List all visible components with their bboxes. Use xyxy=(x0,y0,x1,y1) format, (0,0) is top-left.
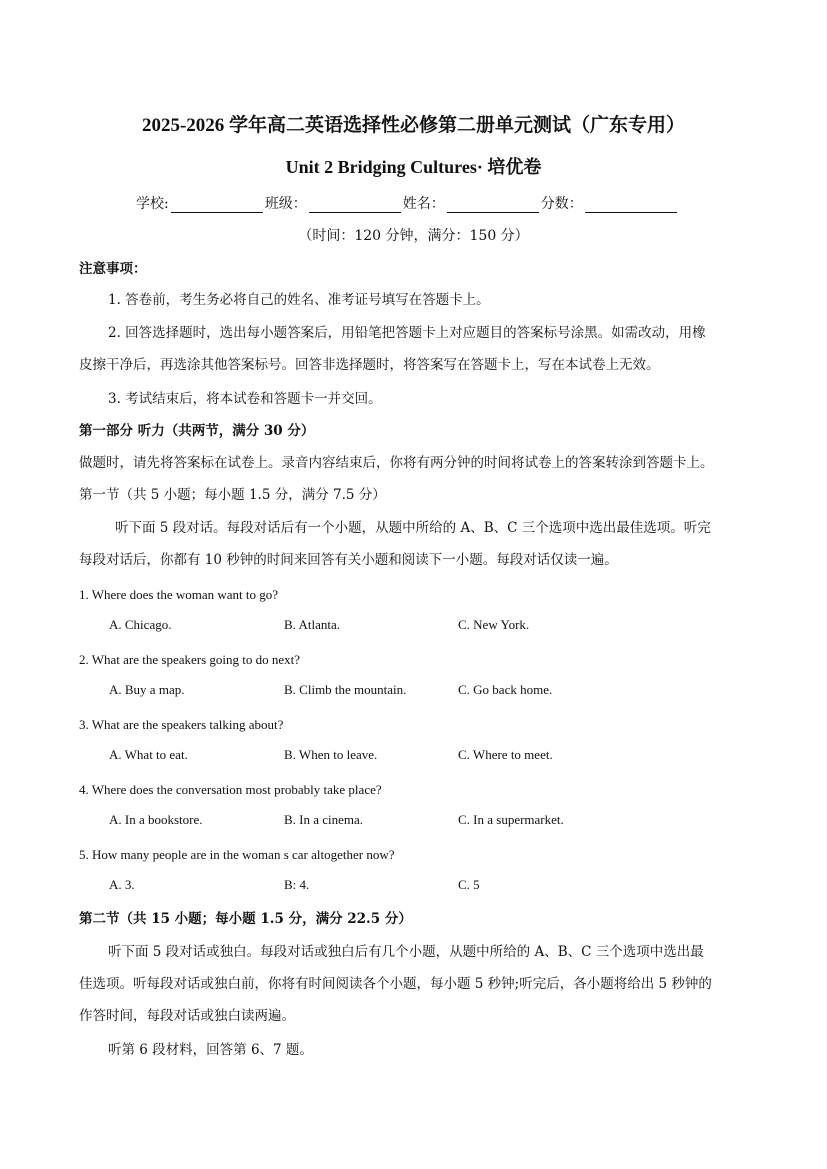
page-title: 2025-2026 学年高二英语选择性必修第二册单元测试（广东专用） xyxy=(141,115,686,136)
question-2: 2. What are the speakers going to do next? xyxy=(79,652,301,667)
section1-heading: 第一节（共 5 小题；每小题 1.5 分，满分 7.5 分） xyxy=(79,487,386,503)
note-item-3: 3. 考试结束后，将本试卷和答题卡一并交回。 xyxy=(108,391,382,407)
option-a: A. Buy a map. xyxy=(109,682,185,697)
class-blank xyxy=(309,196,401,213)
option-c: C. Go back home. xyxy=(458,682,553,697)
time-limit: （时间：120 分钟，满分：150 分） xyxy=(298,228,529,244)
section2-heading: 第二节（共 15 小题；每小题 1.5 分，满分 22.5 分） xyxy=(79,911,412,927)
option-b: B. Atlanta. xyxy=(284,617,340,632)
option-b: B: 4. xyxy=(284,877,310,892)
option-b: B. In a cinema. xyxy=(284,812,364,827)
question-4: 4. Where does the conversation most probably take place? xyxy=(79,782,382,797)
part1-instruction: 做题时，请先将答案标在试卷上。录音内容结束后，你将有两分钟的时间将试卷上的答案转涂到答题卡上。 xyxy=(79,455,714,471)
name-blank xyxy=(447,196,539,213)
notes-heading: 注意事项： xyxy=(79,261,147,277)
option-a: A. 3. xyxy=(109,877,135,892)
option-a: A. What to eat. xyxy=(109,747,188,762)
note-item-2-cont: 皮擦干净后，再选涂其他答案标号。回答非选择题时，将答案写在答题卡上，写在本试卷上无效。 xyxy=(79,357,660,373)
page-subtitle: Unit 2 Bridging Cultures· 培优卷 xyxy=(285,157,542,177)
name-label: 姓名： xyxy=(402,196,445,212)
student-info-form xyxy=(136,193,679,213)
note-item-2: 2. 回答选择题时，选出每小题答案后，用铅笔把答题卡上对应题目的答案标号涂黑。如需改动，用橡 xyxy=(108,325,706,341)
option-b: B. When to leave. xyxy=(284,747,378,762)
school-blank xyxy=(171,196,263,213)
section2-intro: 听下面 5 段对话或独白。每段对话或独白后有几个小题，从题中所给的 A、B、C 三个选项中选出最 xyxy=(108,944,704,960)
class-label: 班级： xyxy=(264,196,307,212)
section1-intro-cont: 每段对话后，你都有 10 秒钟的时间来回答有关小题和阅读下一小题。每段对话仅读一遍。 xyxy=(79,552,618,568)
question-5: 5. How many people are in the woman s car altogether now? xyxy=(79,847,395,862)
school-label: 学校: xyxy=(136,196,169,212)
note-item-1: 1. 答卷前，考生务必将自己的姓名、准考证号填写在答题卡上。 xyxy=(108,292,490,308)
option-c: C. Where to meet. xyxy=(458,747,553,762)
option-c: C. 5 xyxy=(458,877,480,892)
score-label: 分数： xyxy=(540,196,583,212)
option-a: A. Chicago. xyxy=(109,617,172,632)
option-c: C. New York. xyxy=(458,617,530,632)
material-6-instruction: 听第 6 段材料，回答第 6、7 题。 xyxy=(108,1042,313,1058)
part1-heading: 第一部分 听力（共两节，满分 30 分） xyxy=(79,423,315,439)
score-blank xyxy=(585,196,677,213)
section2-intro-cont: 佳选项。听每段对话或独白前，你将有时间阅读各个小题，每小题 5 秒钟;听完后，各小题将给出 5 秒钟的 xyxy=(79,976,712,992)
option-c: C. In a supermarket. xyxy=(458,812,564,827)
section1-intro: 听下面 5 段对话。每段对话后有一个小题，从题中所给的 A、B、C 三个选项中选出最佳选项。听完 xyxy=(115,520,711,536)
option-b: B. Climb the mountain. xyxy=(284,682,407,697)
question-3: 3. What are the speakers talking about? xyxy=(79,717,284,732)
question-1: 1. Where does the woman want to go? xyxy=(79,587,279,602)
option-a: A. In a bookstore. xyxy=(109,812,203,827)
section2-intro-cont2: 作答时间，每段对话或独白读两遍。 xyxy=(79,1008,295,1024)
